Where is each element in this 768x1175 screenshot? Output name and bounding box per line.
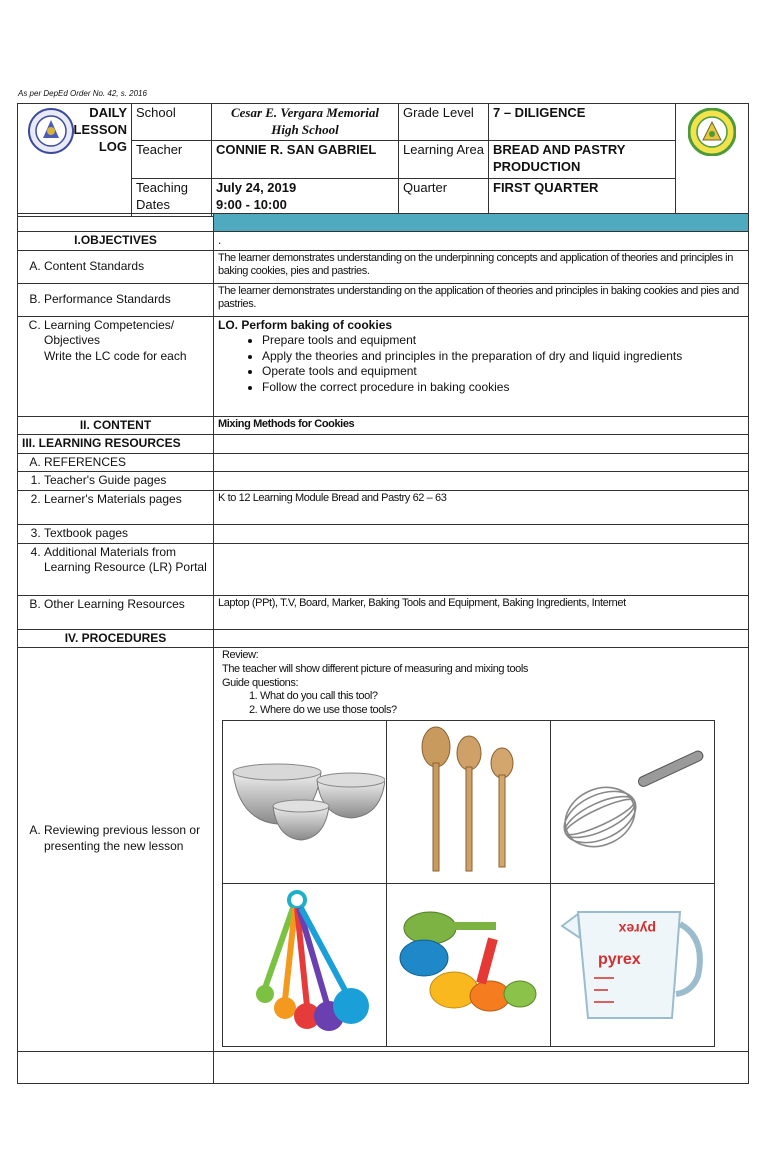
- other-label: [18, 595, 214, 629]
- performance-standards-label: [18, 283, 214, 316]
- wooden-spoons-icon: [414, 725, 524, 875]
- review-content: [214, 648, 749, 1052]
- whisk-icon: [558, 745, 708, 855]
- additional-label: [18, 543, 214, 595]
- additional-text: 4. Additional Materials from Learning Resource (LR) Portal: [44, 545, 209, 576]
- school-value: Cesar E. Vergara Memorial High School: [212, 104, 399, 141]
- lm-value: K to 12 Learning Module Bread and Pastry 62 – 63: [214, 490, 749, 524]
- school-seal-icon: [688, 108, 736, 156]
- objectives-heading: I.OBJECTIVES: [18, 232, 214, 251]
- header-table: [17, 103, 749, 217]
- grade-label: Grade Level: [399, 104, 489, 141]
- question-item: 1. What do you call this tool?: [260, 690, 744, 704]
- mixing-bowls-image: [223, 720, 387, 883]
- textbook-value: [214, 524, 749, 543]
- dll-cell: [18, 104, 132, 217]
- pyrex-logo-back: pyrex: [618, 920, 656, 937]
- procedures-heading: IV. PROCEDURES: [18, 629, 214, 648]
- lc-label: [18, 316, 214, 416]
- resources-heading-value: [214, 435, 749, 454]
- lm-label: [18, 490, 214, 524]
- measuring-cups-image: [387, 883, 551, 1046]
- tool-image-grid: [222, 720, 715, 1047]
- school-seal-cell: [676, 104, 749, 217]
- lo-list: [218, 333, 744, 395]
- references-text: A. REFERENCES: [44, 455, 209, 471]
- content-standards-text: A. Content Standards: [44, 259, 209, 275]
- lo-item: • Follow the correct procedure in baking cookies: [262, 380, 744, 396]
- time-value: 9:00 - 10:00: [216, 196, 287, 212]
- school-label: School: [132, 104, 212, 141]
- teacher-label: Teacher: [132, 140, 212, 178]
- tg-text: 1. Teacher's Guide pages: [44, 473, 209, 489]
- performance-standards-value: The learner demonstrates understanding on the application of theories and principles in baking cookies and pies and pastries.: [214, 283, 749, 316]
- lesson-table: [17, 213, 749, 1084]
- dates-label: Teaching Dates: [132, 178, 212, 216]
- quarter-value: FIRST QUARTER: [489, 178, 676, 216]
- pyrex-logo-front: pyrex: [597, 950, 641, 968]
- resources-heading: III. LEARNING RESOURCES: [18, 435, 214, 454]
- guide-questions: Guide questions:: [222, 676, 299, 689]
- question-list: [222, 690, 744, 718]
- dates-value: [212, 178, 399, 216]
- lc-value: [214, 316, 749, 416]
- objectives-heading-value: .: [214, 232, 749, 251]
- content-heading: II. CONTENT: [18, 416, 214, 435]
- lo-title: LO. Perform baking of cookies: [218, 317, 393, 332]
- question-item: 2. Where do we use those tools?: [260, 704, 744, 718]
- additional-value: [214, 543, 749, 595]
- whisk-image: [551, 720, 715, 883]
- review-label: [18, 648, 214, 1052]
- other-text: B. Other Learning Resources: [44, 597, 209, 613]
- deped-seal-icon: [28, 108, 74, 154]
- quarter-label: Quarter: [399, 178, 489, 216]
- blank-left: [18, 214, 214, 232]
- references-value: [214, 453, 749, 472]
- grade-value: 7 – DILIGENCE: [489, 104, 676, 141]
- area-value: BREAD AND PASTRY PRODUCTION: [489, 140, 676, 178]
- lo-item: • Operate tools and equipment: [262, 364, 744, 380]
- content-standards-label: [18, 250, 214, 283]
- measuring-spoons-icon: [235, 888, 375, 1038]
- lc-sub: Write the LC code for each: [44, 348, 187, 363]
- teacher-value: CONNIE R. SAN GABRIEL: [212, 140, 399, 178]
- measuring-cups-icon: [394, 898, 544, 1028]
- content-value: Mixing Methods for Cookies: [214, 416, 749, 435]
- dll-line2: LESSON: [73, 121, 127, 137]
- tg-label: [18, 472, 214, 491]
- pyrex-cup-image: [551, 883, 715, 1046]
- wooden-spoons-image: [387, 720, 551, 883]
- review-text: The teacher will show different picture of measuring and mixing tools: [222, 662, 529, 675]
- performance-standards-text: B. Performance Standards: [44, 292, 209, 308]
- mixing-bowls-icon: [225, 750, 385, 850]
- measuring-spoons-image: [223, 883, 387, 1046]
- dll-line1: DAILY: [89, 105, 127, 120]
- pyrex-cup-icon: [558, 898, 708, 1028]
- lm-text: 2. Learner's Materials pages: [44, 492, 209, 508]
- textbook-text: 3. Textbook pages: [44, 526, 209, 542]
- references-label: [18, 453, 214, 472]
- other-value: Laptop (PPt), T.V, Board, Marker, Baking Tools and Equipment, Baking Ingredients, Internet: [214, 595, 749, 629]
- tg-value: [214, 472, 749, 491]
- review-title: Review:: [222, 649, 259, 662]
- textbook-label: [18, 524, 214, 543]
- procedures-heading-value: [214, 629, 749, 648]
- review-label-text: A. Reviewing previous lesson or presenting the new lesson: [44, 823, 209, 854]
- blank-bottom-right: [214, 1052, 749, 1084]
- dll-line3: LOG: [98, 138, 127, 154]
- content-standards-value: The learner demonstrates understanding on the underpinning concepts and application of theories and principles in baking cookies, pies and pastries.: [214, 250, 749, 283]
- area-label: Learning Area: [399, 140, 489, 178]
- date-value: July 24, 2019: [216, 179, 297, 195]
- lo-item: • Apply the theories and principles in the preparation of dry and liquid ingredients: [262, 349, 744, 365]
- deped-order-note: As per DepEd Order No. 42, s. 2016: [18, 89, 147, 98]
- blank-bottom-left: [18, 1052, 214, 1084]
- teal-band: [214, 214, 749, 232]
- lo-item: • Prepare tools and equipment: [262, 333, 744, 349]
- lc-title: C. Learning Competencies/ Objectives: [44, 317, 175, 348]
